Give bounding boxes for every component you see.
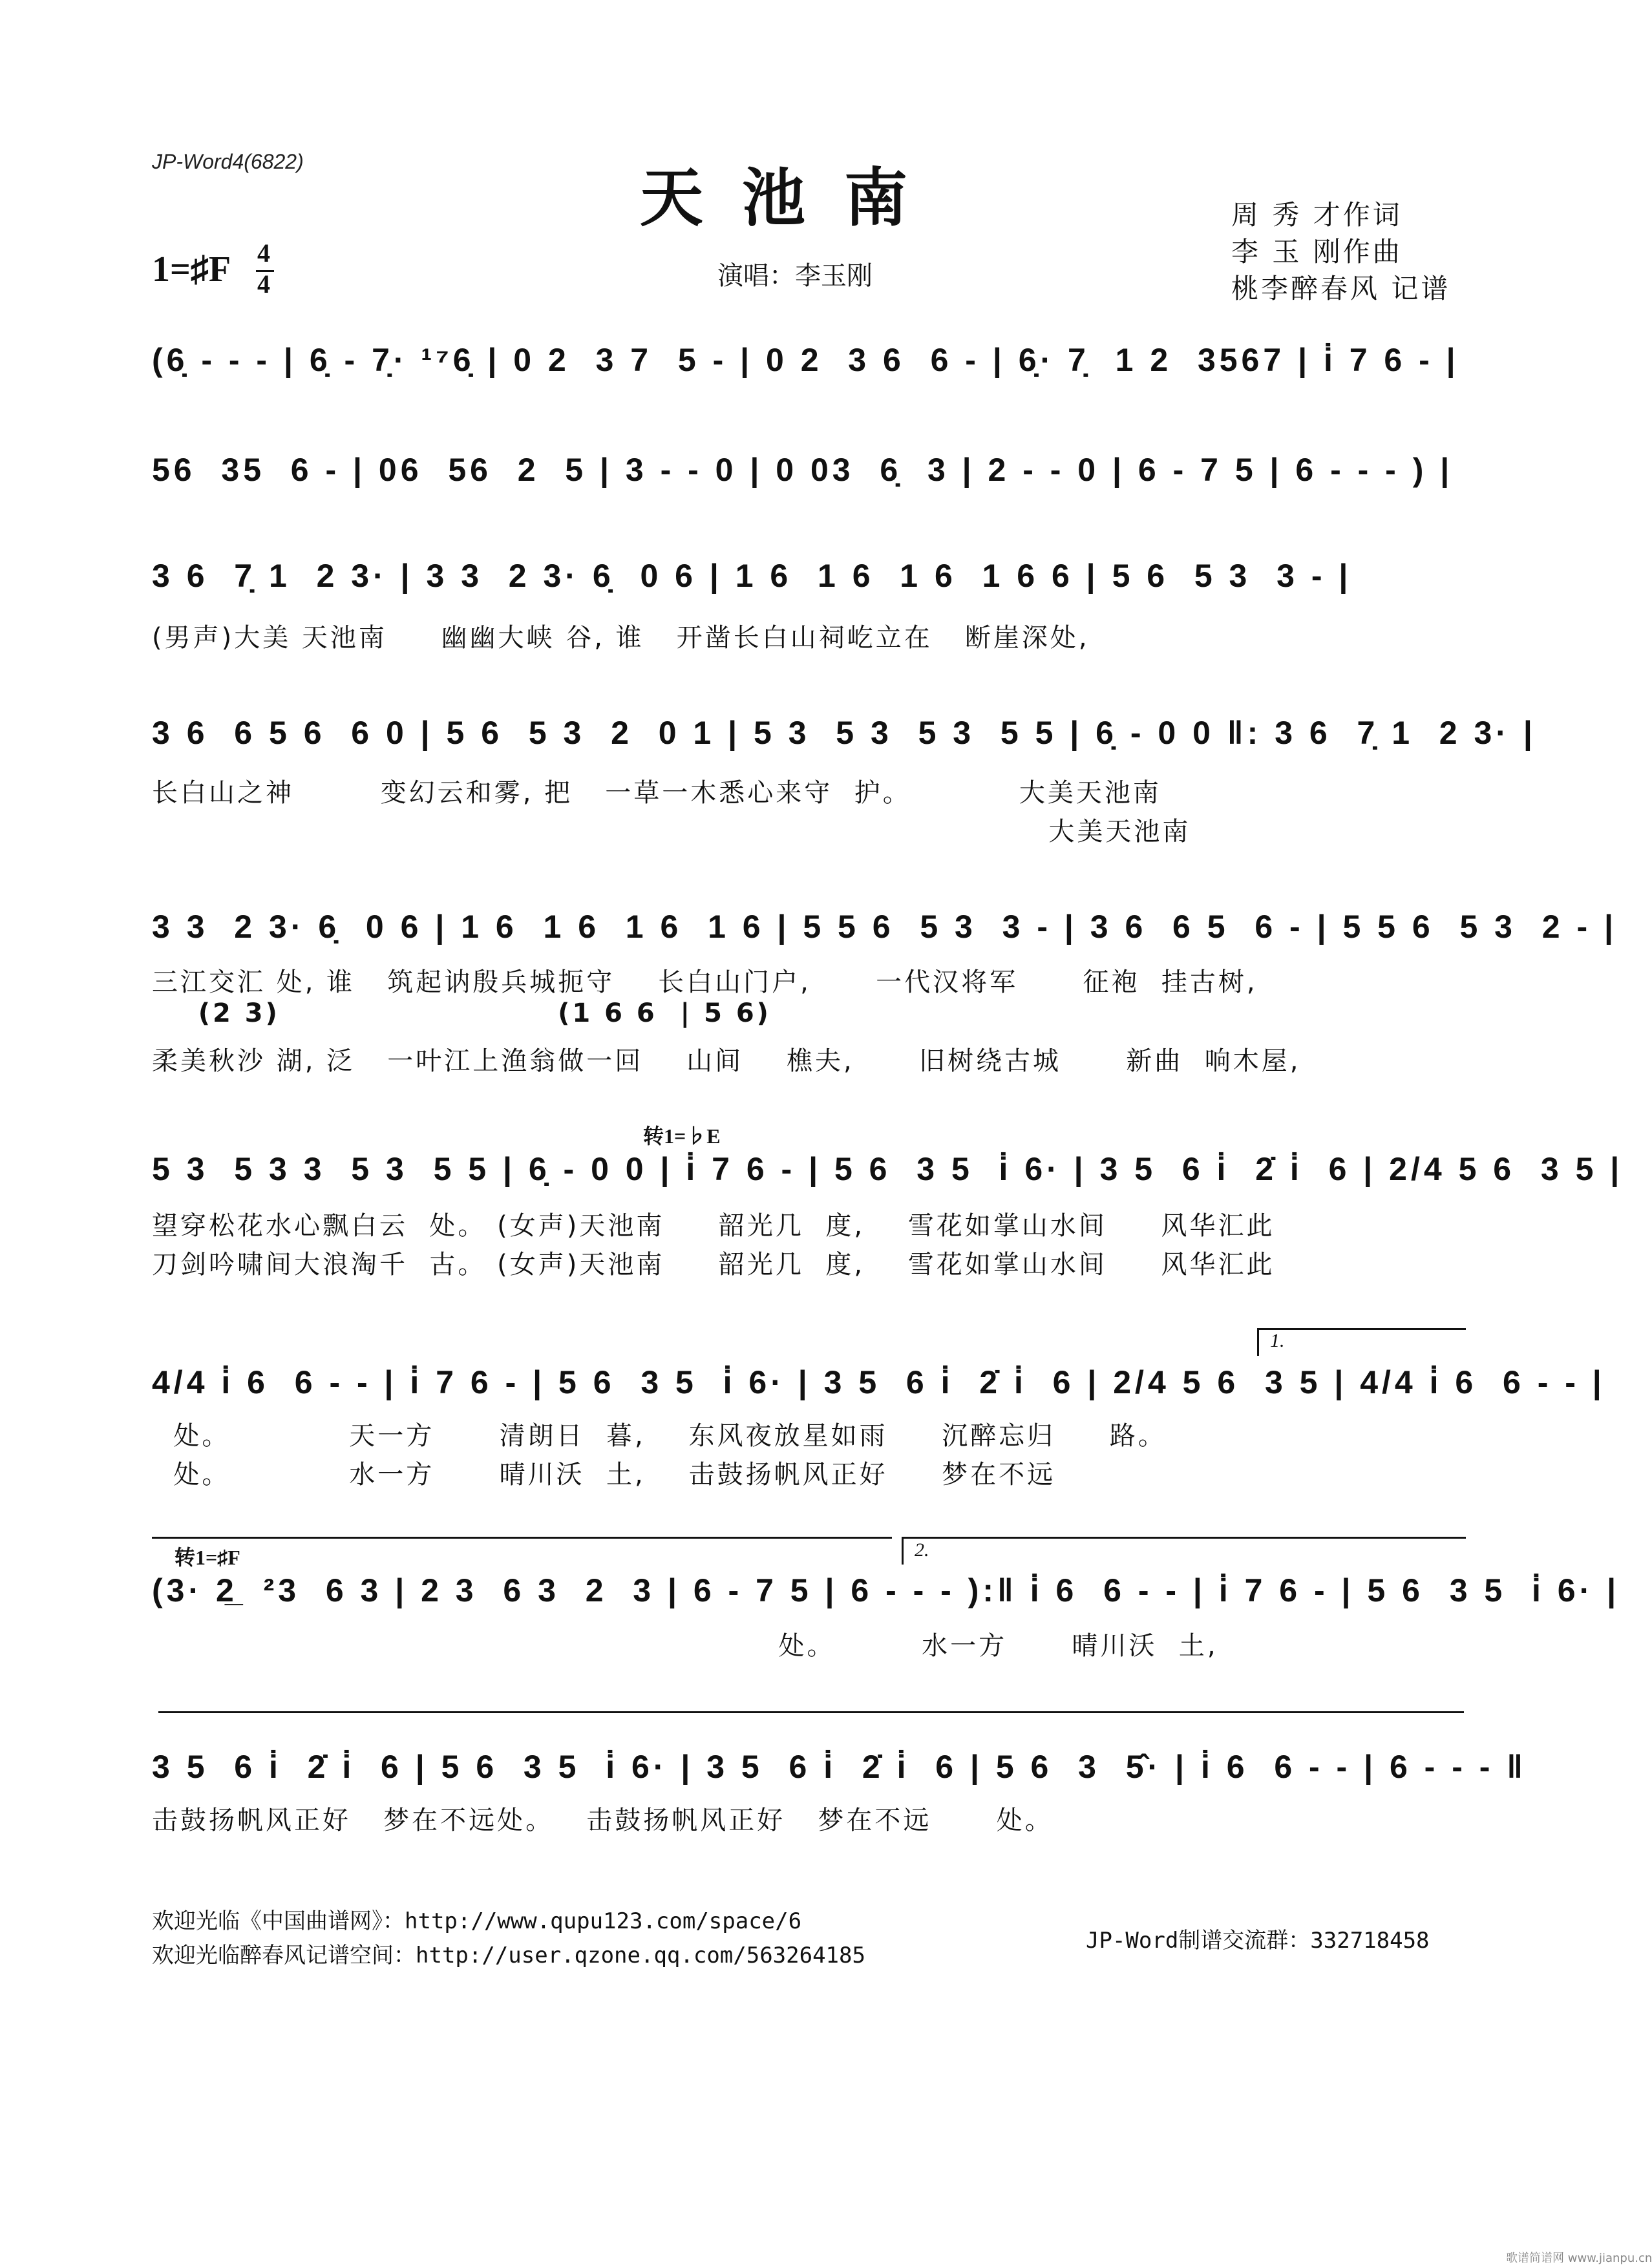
song-title: 天池南: [640, 161, 947, 235]
notes-line-4: 3 6 6 5 6 6 0 | 5 6 5 3 2 0 1 | 5 3 5 3 5 3 5 5 | 6̣ - 0 0 ‖: 3 6 7̣ 1 2 3· |: [152, 715, 1536, 751]
lyrics-line-4b: 大美天池南: [152, 817, 1191, 847]
lyrics-line-8: 处。 水一方 晴川沃 土,: [152, 1631, 1218, 1661]
lyrics-line-6a: 望穿松花水心飘白云 处。 (女声)天池南 韶光几 度, 雪花如掌山水间 风华汇此: [152, 1211, 1275, 1241]
time-signature-top: 4: [257, 238, 270, 268]
footer-site-link-1: 欢迎光临《中国曲谱网》：http://www.qupu123.com/space/6: [152, 1908, 802, 1934]
transcriber-credit: 桃李醉春风 记谱: [1231, 273, 1451, 304]
software-tag: JP-Word4(6822): [152, 150, 304, 173]
notes-line-2: 56 35 6 - | 06 56 2 5 | 3 - - 0 | 0 03 6̣ 3 | 2 - - 0 | 6 - 7 5 | 6 - - - ) |: [152, 452, 1454, 488]
lyrics-line-6b: 刀剑吟啸间大浪淘千 古。 (女声)天池南 韶光几 度, 雪花如掌山水间 风华汇此: [152, 1250, 1275, 1280]
lyrics-line-5-alt-notes: (2 3) (1 6 6 | 5 6): [152, 998, 771, 1028]
composer-credit: 李 玉 刚作曲: [1231, 236, 1403, 268]
lyrics-line-7a: 处。 天一方 清朗日 暮, 东风夜放星如雨 沉醉忘归 路。: [152, 1421, 1167, 1451]
lyrics-line-9: 击鼓扬帆风正好 梦在不远处。 击鼓扬帆风正好 梦在不远 处。: [152, 1806, 1054, 1835]
notes-line-7: 4/4 i̇ 6 6 - - | i̇ 7 6 - | 5 6 3 5 i̇ 6· | 3 5 6 i̇ 2̇ i̇ 6 | 2/4 5 6 3 5 | 4/4 i̇ 6 6 - - |: [152, 1364, 1605, 1400]
key-signature: 1=♯F: [152, 249, 231, 290]
modulation-f-sharp: 转1=♯F: [175, 1546, 240, 1569]
modulation-e-flat: 转1=♭E: [643, 1124, 721, 1148]
time-signature-bottom: 4: [257, 269, 270, 299]
modulation-line: [152, 1537, 892, 1539]
staff-system-4: [152, 714, 1536, 779]
footer-site-link-2: 欢迎光临醉春风记谱空间：http://user.qzone.qq.com/563264185: [152, 1943, 865, 1968]
staff-system-1: [152, 341, 1464, 406]
staff-system-3: [152, 557, 1464, 622]
lyrics-line-7b: 处。 水一方 晴川沃 土, 击鼓扬帆风正好 梦在不远: [152, 1460, 1056, 1490]
notes-line-1: (6̣ - - - | 6̣ - 7̣· ¹⁷6̣ | 0 2 3 7 5 - | 0 2 3 6 6 - | 6̣· 7̣ 1 2 3567 | i̇ 7 6 - |: [152, 342, 1459, 378]
notes-line-9: 3 5 6 i̇ 2̇ i̇ 6 | 5 6 3 5 i̇ 6· | 3 5 6 i̇ 2̇ i̇ 6 | 5 6 3 5̂· | i̇ 6 6 - - | 6 - - - ‖: [152, 1749, 1527, 1785]
notes-line-8: (3· 2̲ ²3 6 3 | 2 3 6 3 2 3 | 6 - 7 5 | 6 - - - ):‖ i̇ 6 6 - - | i̇ 7 6 - | 5 6 3 5 i̇ 6· |: [152, 1572, 1620, 1608]
volta-number-2: 2.: [915, 1539, 929, 1561]
notes-line-3: 3 6 7̣ 1 2 3· | 3 3 2 3· 6̣ 0 6 | 1 6 1 6 1 6 1 6 6 | 5 6 5 3 3 - |: [152, 558, 1352, 594]
lyricist-credit: 周 秀 才作词: [1231, 199, 1403, 231]
lyrics-line-5b: 柔美秋沙 湖, 泛 一叶江上渔翁做一回 山间 樵夫, 旧树绕古城 新曲 响木屋,: [152, 1046, 1301, 1076]
watermark-stamp: 歌谱简谱网 www.jianpu.cn: [1506, 2251, 1652, 2265]
lyrics-line-4a: 长白山之神 变幻云和雾, 把 一草一木悉心来守 护。 大美天池南: [152, 778, 1161, 808]
notes-line-6: 5 3 5 3 3 5 3 5 5 | 6̣ - 0 0 | i̇ 7 6 - | 5 6 3 5 i̇ 6· | 3 5 6 i̇ 2̇ i̇ 6 | 2/4 5 6 3 5 |: [152, 1151, 1624, 1187]
volta-bracket-2: [902, 1537, 1466, 1565]
volta-number-1: 1.: [1270, 1330, 1285, 1351]
volta-bracket-1: [1257, 1328, 1466, 1356]
lyrics-line-3: (男声)大美 天池南 幽幽大峡 谷, 谁 开凿长白山祠屹立在 断崖深处,: [152, 623, 1090, 653]
notes-line-5: 3 3 2 3· 6̣ 0 6 | 1 6 1 6 1 6 1 6 | 5 5 6 5 3 3 - | 3 6 6 5 6 - | 5 5 6 5 3 2 - |: [152, 909, 1617, 945]
tie-line-system-9: [158, 1711, 1464, 1713]
singer-label: 演唱：李玉刚: [717, 261, 873, 291]
staff-system-2: [152, 451, 1464, 516]
footer-group-info: JP-Word制谱交流群：332718458: [1086, 1928, 1430, 1954]
lyrics-line-5a: 三江交汇 处, 谁 筑起讷殷兵城扼守 长白山门户, 一代汉将军 征袍 挂古树,: [152, 967, 1258, 997]
